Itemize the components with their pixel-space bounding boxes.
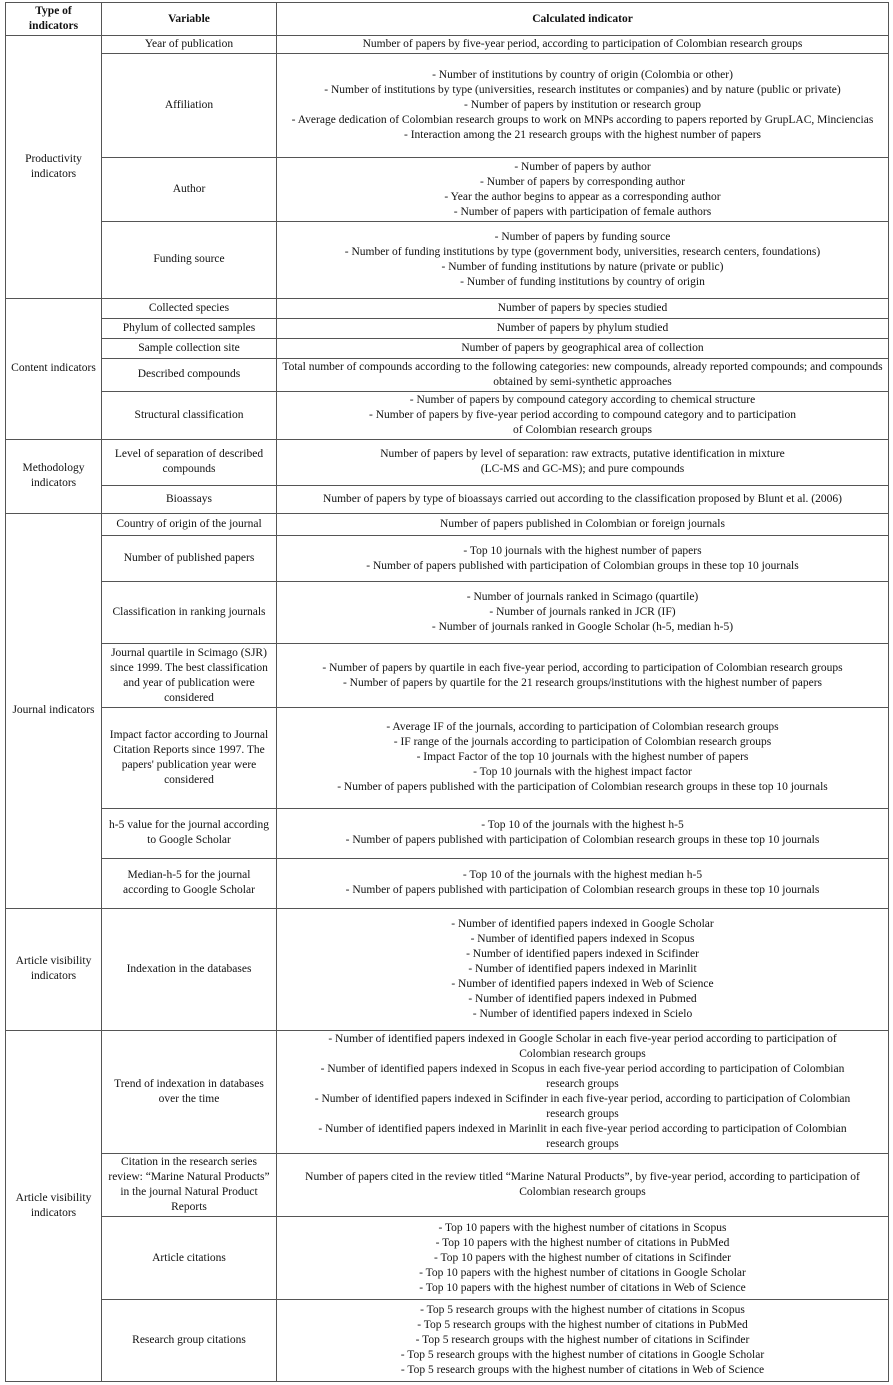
indicator-line: - Number of journals ranked in Google Scholar (h-5, median h-5) [431,621,734,634]
indicator-line: Number of papers by phylum studied [496,321,669,334]
variable-cell: Author [102,158,277,222]
indicator-line: - Top 10 journals with the highest impact factor [473,766,692,779]
table-row [6,358,889,391]
variable-cell: Level of separation of described compounds [102,439,277,485]
table-row [6,298,889,318]
indicator-line: Number of papers by type of bioassays carried out according to the classification proposed by Blunt et al. (2006) [323,492,842,505]
indicator-line: Number of papers cited in the review titled “Marine Natural Products”, by five-year period, according to participation of [305,1171,860,1184]
indicator-line: research groups [546,1078,619,1091]
indicator-line: - Number of papers published with participation of Colombian research groups in these top 10 journals [345,834,820,847]
indicator-line: - Number of identified papers indexed in Web of Science [451,977,714,990]
indicator-line: - Top 10 papers with the highest number of citations in Web of Science [419,1281,746,1294]
indicator-line: - Number of identified papers indexed in Scifinder [466,947,699,960]
calculated-indicator-cell [277,318,889,338]
table-row [6,36,889,54]
indicator-line: - Number of identified papers indexed in Scopus [470,932,695,945]
table-row [6,485,889,513]
indicator-line: - Number of identified papers indexed in Scielo [472,1007,693,1020]
indicator-line: - Number of institutions by country of origin (Colombia or other) [432,69,733,82]
variable-cell: h-5 value for the journal according to Google Scholar [102,808,277,858]
indicator-line: - Number of identified papers indexed in Scopus in each five-year period according to participation of Colombian [320,1063,845,1076]
variable-cell: Trend of indexation in databases over the time [102,1031,277,1154]
calculated-indicator-cell [277,54,889,158]
calculated-indicator-cell [277,908,889,1030]
calculated-indicator-cell [277,1217,889,1299]
table-row [6,222,889,298]
indicators-table [5,2,889,1382]
calculated-indicator-cell [277,439,889,485]
indicator-line: Total number of compounds according to the following categories: new compounds, already reported compounds; and compounds obtained by semi-synthetic approaches [282,360,883,388]
variable-cell: Indexation in the databases [102,908,277,1030]
calculated-indicator-cell [277,338,889,358]
indicator-line: - Top 10 papers with the highest number of citations in PubMed [435,1236,730,1249]
table-row [6,582,889,644]
indicator-line: - Average IF of the journals, according to participation of Colombian research groups [386,721,779,734]
table-row [6,439,889,485]
indicator-line: research groups [546,1108,619,1121]
calculated-indicator-cell [277,485,889,513]
variable-cell: Country of origin of the journal [102,513,277,535]
variable-cell: Impact factor according to Journal Citation Reports since 1997. The papers' publication year were considered [102,708,277,808]
indicator-line: - Number of papers by institution or research group [464,99,701,112]
indicator-line: - Number of identified papers indexed in Scifinder in each five-year period, according to participation of Colombian [314,1093,851,1106]
variable-cell: Year of publication [102,36,277,54]
indicator-type-cell: Productivity indicators [6,36,102,299]
calculated-indicator-cell [277,644,889,708]
indicator-line: - Number of identified papers indexed in Pubmed [468,992,697,1005]
indicator-line: - Top 10 journals with the highest number of papers [463,544,702,557]
table-row [6,908,889,1030]
calculated-indicator-cell [277,708,889,808]
indicator-line: - Top 10 papers with the highest number of citations in Scifinder [434,1251,731,1264]
table-row [6,644,889,708]
calculated-indicator-cell [277,1299,889,1381]
indicator-line: - Number of identified papers indexed in Marinlit in each five-year period according to participation of Colombian [318,1123,847,1136]
variable-cell: Sample collection site [102,338,277,358]
variable-cell: Described compounds [102,358,277,391]
indicator-type-cell: Article visibility indicators [6,1031,102,1382]
indicator-line: Number of papers by five-year period, according to participation of Colombian research groups [362,38,803,51]
indicator-line: - Number of papers published with participation of Colombian groups in these top 10 journals [366,559,799,572]
calculated-indicator-cell [277,222,889,298]
indicator-line: Number of papers published in Colombian or foreign journals [440,517,725,530]
indicator-line: - Number of papers by author [514,160,651,173]
table-row [6,536,889,582]
variable-cell: Journal quartile in Scimago (SJR) since 1999. The best classification and year of publication were considered [102,644,277,708]
variable-cell: Bioassays [102,485,277,513]
calculated-indicator-cell [277,536,889,582]
table-row [6,318,889,338]
indicator-type-cell: Article visibility indicators [6,908,102,1030]
indicator-line: - Top 5 research groups with the highest number of citations in PubMed [417,1318,748,1331]
indicator-line: - Number of papers by compound category according to chemical structure [409,393,756,406]
variable-cell: Number of published papers [102,536,277,582]
indicator-line: - Number of funding institutions by type (government body, universities, research centers, foundations) [344,245,821,258]
table-row [6,1217,889,1299]
calculated-indicator-cell [277,298,889,318]
calculated-indicator-cell [277,358,889,391]
indicator-line: - Year the author begins to appear as a corresponding author [444,190,721,203]
table-body [6,36,889,1382]
indicator-line: - Number of journals ranked in JCR (IF) [489,606,676,619]
indicator-line: (LC-MS and GC-MS); and pure compounds [480,463,685,476]
indicator-line: - Top 10 of the journals with the highest h-5 [481,819,684,832]
calculated-indicator-cell [277,808,889,858]
indicator-line: Colombian research groups [519,1048,646,1061]
indicator-type-cell: Methodology indicators [6,439,102,513]
indicator-line: - Number of papers by five-year period according to compound category and to participation [369,408,796,421]
variable-cell: Collected species [102,298,277,318]
table-row [6,513,889,535]
table-row [6,1154,889,1217]
indicator-line: - Average dedication of Colombian research groups to work on MNPs according to papers reported by GrupLAC, Minciencias [291,114,874,127]
indicator-line: - Number of papers published with the participation of Colombian research groups in these top 10 journals [337,781,828,794]
indicator-line: Number of papers by level of separation: raw extracts, putative identification in mixture [380,448,785,461]
variable-cell: Citation in the research series review: “Marine Natural Products” in the journal Natural Product Reports [102,1154,277,1217]
calculated-indicator-cell [277,858,889,908]
indicator-line: - Number of papers by quartile for the 21 research groups/institutions with the highest number of papers [342,676,823,689]
indicator-line: Colombian research groups [519,1186,646,1199]
indicator-type-cell: Content indicators [6,298,102,439]
table-row [6,391,889,439]
indicator-line: - Top 10 papers with the highest number of citations in Scopus [438,1221,727,1234]
variable-cell: Classification in ranking journals [102,582,277,644]
indicator-line: - Top 5 research groups with the highest number of citations in Google Scholar [400,1348,765,1361]
table-row [6,1031,889,1154]
indicator-line: - Impact Factor of the top 10 journals with the highest number of papers [416,751,749,764]
indicator-line: - Number of papers by corresponding author [479,175,686,188]
indicator-line: research groups [546,1138,619,1151]
table-row [6,858,889,908]
calculated-indicator-cell [277,36,889,54]
variable-cell: Funding source [102,222,277,298]
variable-cell: Structural classification [102,391,277,439]
header-variable: Variable [102,3,277,36]
indicator-line: - Number of papers by funding source [494,230,671,243]
indicator-line: of Colombian research groups [513,423,652,436]
variable-cell: Research group citations [102,1299,277,1381]
header-type: Type of indicators [6,3,102,36]
variable-cell: Phylum of collected samples [102,318,277,338]
indicator-line: - IF range of the journals according to participation of Colombian research groups [393,736,772,749]
indicator-line: - Top 5 research groups with the highest number of citations in Scopus [420,1303,745,1316]
table-row [6,1299,889,1381]
header-calculated-indicator: Calculated indicator [277,3,889,36]
indicator-line: - Interaction among the 21 research groups with the highest number of papers [403,129,762,142]
calculated-indicator-cell [277,1154,889,1217]
indicator-line: - Number of identified papers indexed in Google Scholar in each five-year period according to participation of [328,1033,837,1046]
indicator-line: - Number of papers with participation of female authors [453,205,712,218]
calculated-indicator-cell [277,1031,889,1154]
variable-cell: Median-h-5 for the journal according to Google Scholar [102,858,277,908]
calculated-indicator-cell [277,513,889,535]
indicator-line: - Number of identified papers indexed in Marinlit [468,962,697,975]
variable-cell: Article citations [102,1217,277,1299]
table-row [6,808,889,858]
indicator-line: Number of papers by geographical area of collection [461,341,704,354]
indicator-line: - Number of funding institutions by nature (private or public) [441,260,724,273]
header-row [6,3,889,36]
indicator-line: - Number of papers published with participation of Colombian research groups in these top 10 journals [345,884,820,897]
indicator-line: - Number of identified papers indexed in Google Scholar [451,917,714,930]
variable-cell: Affiliation [102,54,277,158]
indicator-line: - Top 10 papers with the highest number of citations in Google Scholar [419,1266,746,1279]
indicator-line: - Number of funding institutions by country of origin [460,275,705,288]
indicator-line: - Top 10 of the journals with the highest median h-5 [462,869,703,882]
calculated-indicator-cell [277,391,889,439]
indicator-type-cell: Journal indicators [6,513,102,908]
indicator-line: - Number of journals ranked in Scimago (quartile) [466,591,699,604]
indicator-line: - Number of institutions by type (universities, research institutes or companies) and by nature (public or private) [324,84,841,97]
table-row [6,158,889,222]
table-row [6,54,889,158]
calculated-indicator-cell [277,158,889,222]
indicator-line: - Top 5 research groups with the highest number of citations in Scifinder [415,1333,750,1346]
indicator-line: - Number of papers by quartile in each five-year period, according to participation of Colombian research groups [322,661,843,674]
indicator-line: Number of papers by species studied [497,301,668,314]
table-row [6,338,889,358]
calculated-indicator-cell [277,582,889,644]
table-row [6,708,889,808]
indicator-line: - Top 5 research groups with the highest number of citations in Web of Science [400,1363,765,1376]
